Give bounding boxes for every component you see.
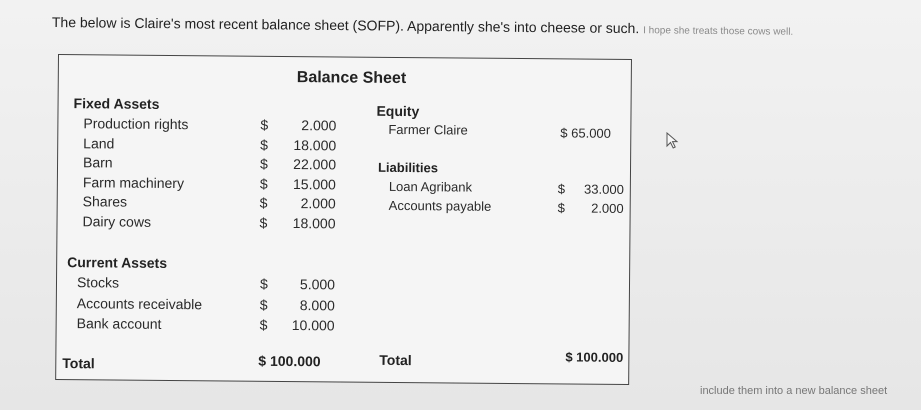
fixed-asset-value: 2.000 bbox=[300, 195, 336, 212]
intro-faint-text: I hope she treats those cows well. bbox=[643, 25, 794, 38]
fixed-asset-currency: $ bbox=[260, 116, 269, 133]
fixed-asset-value: 22.000 bbox=[293, 156, 337, 173]
current-asset-value: 10.000 bbox=[291, 317, 335, 334]
fixed-asset-label: Production rights bbox=[83, 115, 189, 133]
equity-value: $ 65.000 bbox=[560, 125, 612, 141]
intro-main-text: The below is Claire's most recent balance sheet (SOFP). Apparently she's into cheese or such. bbox=[51, 14, 640, 37]
current-assets-heading: Current Assets bbox=[67, 254, 168, 271]
total-assets-label: Total bbox=[62, 355, 95, 372]
equity-label: Farmer Claire bbox=[388, 121, 468, 138]
total-liabilities-value: $ 100.000 bbox=[565, 349, 624, 365]
liability-label: Loan Agribank bbox=[388, 178, 473, 195]
current-asset-label: Bank account bbox=[76, 315, 162, 332]
balance-sheet-title: Balance Sheet bbox=[296, 69, 407, 88]
fixed-asset-currency: $ bbox=[259, 155, 268, 172]
equity-heading: Equity bbox=[376, 102, 420, 120]
fixed-asset-currency: $ bbox=[260, 136, 269, 153]
liability-value: 2.000 bbox=[591, 200, 624, 216]
fixed-asset-value: 2.000 bbox=[301, 117, 337, 134]
fixed-asset-value: 15.000 bbox=[292, 176, 336, 193]
fixed-asset-label: Shares bbox=[82, 193, 128, 210]
balance-sheet bbox=[55, 54, 632, 385]
liability-value: 33.000 bbox=[584, 181, 624, 197]
fixed-asset-label: Barn bbox=[82, 154, 113, 171]
fixed-asset-label: Land bbox=[83, 135, 115, 152]
fixed-asset-currency: $ bbox=[259, 214, 268, 231]
total-assets-value: $ 100.000 bbox=[258, 352, 321, 370]
fixed-asset-label: Farm machinery bbox=[82, 174, 185, 192]
current-asset-currency: $ bbox=[259, 275, 268, 292]
fixed-asset-currency: $ bbox=[259, 175, 268, 192]
current-asset-currency: $ bbox=[259, 296, 268, 313]
fixed-asset-label: Dairy cows bbox=[82, 213, 152, 230]
current-asset-value: 5.000 bbox=[299, 276, 336, 293]
current-asset-label: Accounts receivable bbox=[76, 295, 203, 313]
liabilities-heading: Liabilities bbox=[377, 159, 439, 176]
liability-currency: $ bbox=[557, 181, 566, 197]
fixed-asset-value: 18.000 bbox=[292, 215, 336, 232]
fixed-asset-currency: $ bbox=[259, 194, 268, 211]
intro-text bbox=[52, 14, 912, 39]
current-asset-currency: $ bbox=[259, 316, 268, 333]
liability-currency: $ bbox=[557, 200, 565, 216]
fixed-asset-value: 18.000 bbox=[293, 137, 337, 154]
mouse-pointer-icon bbox=[665, 132, 681, 150]
current-asset-value: 8.000 bbox=[299, 297, 335, 314]
total-liabilities-label: Total bbox=[379, 351, 412, 369]
liability-label: Accounts payable bbox=[388, 197, 492, 214]
current-asset-label: Stocks bbox=[76, 274, 120, 291]
bottom-partial-text: include them into a new balance sheet bbox=[700, 385, 888, 397]
fixed-assets-heading: Fixed Assets bbox=[73, 95, 160, 112]
